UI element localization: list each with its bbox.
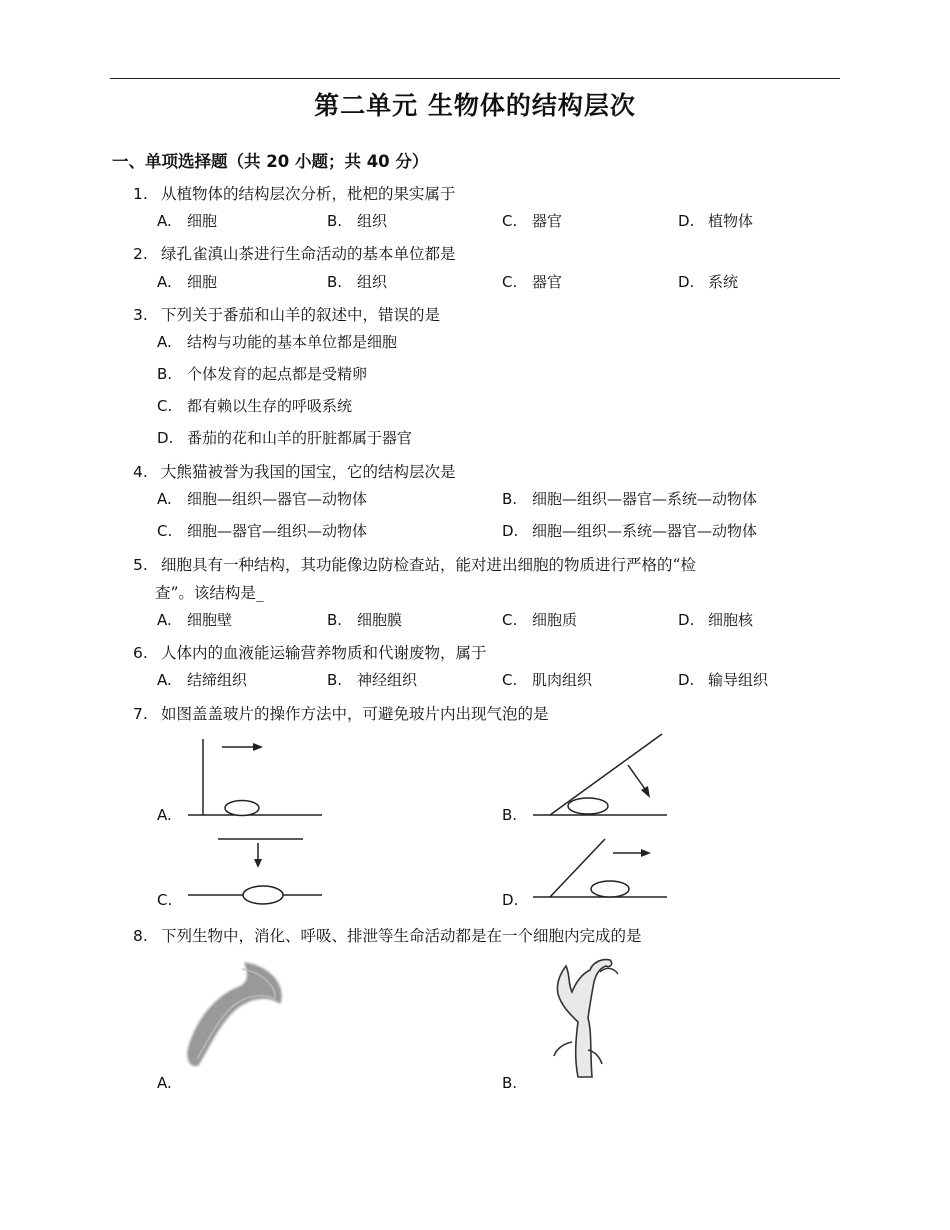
question-text: 细胞具有一种结构，其功能像边防检查站，能对进出细胞的物质进行严格的“检 — [161, 556, 696, 574]
question-text: 下列生物中，消化、呼吸、排泄等生命活动都是在一个细胞内完成的是 — [161, 927, 642, 945]
option-1b[interactable]: B. 组织 — [327, 212, 388, 230]
question-number: 2. — [133, 245, 148, 263]
question-number: 7. — [133, 705, 148, 723]
figure-label-c[interactable]: C. — [157, 891, 173, 909]
question-text: 从植物体的结构层次分析，枇杷的果实属于 — [161, 185, 456, 203]
figure-label-a[interactable]: A. — [157, 806, 172, 824]
option-1c[interactable]: C. 器官 — [502, 212, 563, 230]
option-4c[interactable]: C. 细胞—器官—组织—动物体 — [157, 522, 368, 540]
option-2b[interactable]: B. 组织 — [327, 273, 388, 291]
option-3b[interactable]: B. 个体发育的起点都是受精卵 — [157, 365, 368, 383]
question-5-continuation: 查”。该结构是_ — [155, 584, 264, 602]
option-4a[interactable]: A. 细胞—组织—器官—动物体 — [157, 490, 368, 508]
figure-label-8a[interactable]: A. — [157, 1074, 172, 1092]
question-8 — [133, 924, 642, 946]
question-number: 3. — [133, 306, 148, 324]
header-rule — [110, 78, 840, 79]
option-1a[interactable]: A. 细胞 — [157, 212, 218, 230]
option-6c[interactable]: C. 肌肉组织 — [502, 671, 593, 689]
question-2 — [133, 242, 456, 264]
option-5b[interactable]: B. 细胞膜 — [327, 611, 403, 629]
option-2d[interactable]: D. 系统 — [678, 273, 739, 291]
option-2a[interactable]: A. 细胞 — [157, 273, 218, 291]
section-heading: 一、单项选择题（共 20 小题；共 40 分） — [112, 152, 429, 171]
question-number: 4. — [133, 463, 148, 481]
question-number: 8. — [133, 927, 148, 945]
option-3d[interactable]: D. 番茄的花和山羊的肝脏都属于器官 — [157, 429, 413, 447]
question-text: 如图盖盖玻片的操作方法中，可避免玻片内出现气泡的是 — [161, 705, 549, 723]
option-6a[interactable]: A. 结缔组织 — [157, 671, 248, 689]
option-2c[interactable]: C. 器官 — [502, 273, 563, 291]
euglena-like-organism-image — [180, 955, 300, 1075]
option-4d[interactable]: D. 细胞—组织—系统—器官—动物体 — [502, 522, 758, 540]
question-number: 6. — [133, 644, 148, 662]
question-text: 人体内的血液能运输营养物质和代谢废物，属于 — [161, 644, 487, 662]
question-number: 5. — [133, 556, 148, 574]
question-3 — [133, 303, 440, 325]
hydra-like-organism-image — [540, 952, 630, 1082]
option-5d[interactable]: D. 细胞核 — [678, 611, 754, 629]
option-3a[interactable]: A. 结构与功能的基本单位都是细胞 — [157, 333, 398, 351]
coverslip-figure-c — [185, 835, 325, 910]
question-text: 绿孔雀滇山茶进行生命活动的基本单位都是 — [161, 245, 456, 263]
option-6d[interactable]: D. 输导组织 — [678, 671, 769, 689]
question-text: 大熊猫被誉为我国的国宝，它的结构层次是 — [161, 463, 456, 481]
figure-label-8b[interactable]: B. — [502, 1074, 518, 1092]
question-number: 1. — [133, 185, 148, 203]
question-7 — [133, 702, 549, 724]
question-6 — [133, 641, 487, 663]
option-1d[interactable]: D. 植物体 — [678, 212, 754, 230]
option-4b[interactable]: B. 细胞—组织—器官—系统—动物体 — [502, 490, 758, 508]
coverslip-figure-b — [530, 730, 670, 825]
question-text: 下列关于番茄和山羊的叙述中，错误的是 — [161, 306, 441, 324]
question-5 — [133, 553, 696, 575]
coverslip-figure-a — [185, 735, 325, 825]
option-5a[interactable]: A. 细胞壁 — [157, 611, 233, 629]
option-6b[interactable]: B. 神经组织 — [327, 671, 418, 689]
question-1 — [133, 182, 456, 204]
option-5c[interactable]: C. 细胞质 — [502, 611, 578, 629]
figure-label-d[interactable]: D. — [502, 891, 519, 909]
question-4 — [133, 460, 456, 482]
page-title: 第二单元 生物体的结构层次 — [314, 91, 636, 120]
option-3c[interactable]: C. 都有赖以生存的呼吸系统 — [157, 397, 353, 415]
figure-label-b[interactable]: B. — [502, 806, 518, 824]
coverslip-figure-d — [530, 835, 670, 910]
